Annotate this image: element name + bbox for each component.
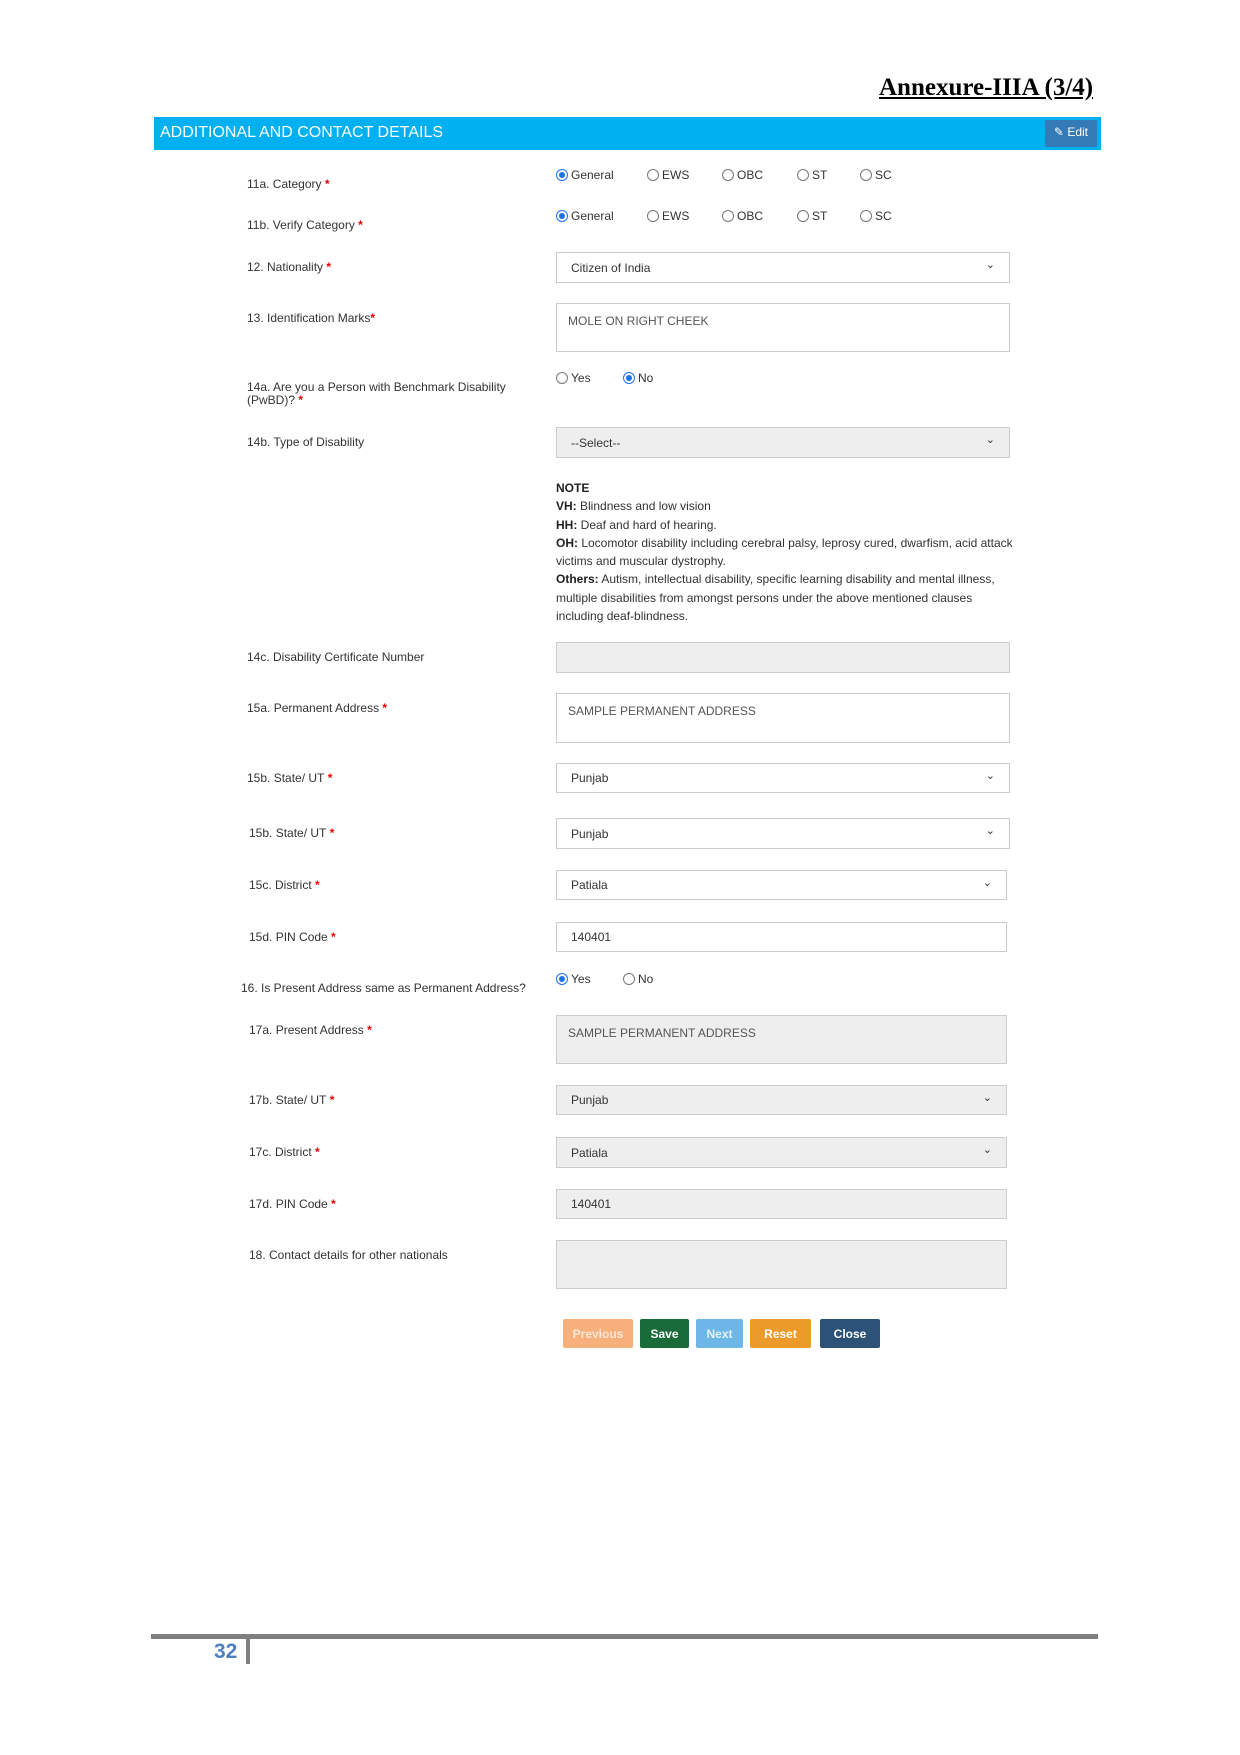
label-text: 14b. Type of Disability [247, 435, 365, 449]
chevron-down-icon: ⌄ [982, 1091, 992, 1104]
edit-label: Edit [1067, 125, 1088, 139]
pwbd-label [247, 381, 527, 407]
radio-label: Yes [571, 972, 591, 986]
required-asterisk: * [326, 1093, 335, 1107]
chevron-down-icon: ⌄ [985, 259, 995, 271]
page-number: 32 [214, 1640, 238, 1663]
note-title: NOTE [556, 481, 590, 495]
radio-label: ST [812, 168, 828, 182]
radio-option-obc[interactable] [722, 168, 797, 182]
pstate2-label [249, 827, 529, 840]
label-text: 14c. Disability Certificate Number [247, 650, 425, 664]
label-text: 12. Nationality [247, 260, 324, 274]
label-text: 18. Contact details for other nationals [249, 1248, 448, 1262]
other-label [249, 1249, 529, 1262]
radio-label: EWS [662, 168, 690, 182]
page-number-bar [246, 1639, 250, 1664]
same-label [241, 982, 541, 995]
radio-label: No [638, 371, 654, 385]
radio-circle[interactable] [556, 372, 568, 384]
paddr-label [247, 702, 527, 715]
field-value: SAMPLE PERMANENT ADDRESS [568, 704, 756, 718]
radio-option-st[interactable] [797, 209, 860, 223]
field-value: Patiala [571, 878, 608, 892]
note-key: VH: [556, 499, 577, 514]
chevron-down-icon: ⌄ [985, 434, 995, 446]
field-value: --Select-- [571, 435, 621, 450]
radio-option-obc[interactable] [722, 209, 797, 223]
radio-label: General [571, 168, 614, 182]
required-asterisk: * [324, 771, 333, 785]
required-asterisk: * [321, 177, 330, 191]
radio-option-no[interactable] [623, 972, 690, 986]
nationality-select[interactable] [556, 252, 1010, 283]
radio-label: No [638, 972, 654, 986]
required-asterisk: * [326, 826, 335, 840]
chevron-down-icon: ⌄ [982, 1144, 992, 1156]
field-value: Punjab [571, 771, 609, 785]
pwbd-radio-group [556, 371, 690, 385]
radio-label: SC [875, 209, 892, 223]
pdist-label [249, 879, 529, 892]
same-radio-group [556, 972, 690, 986]
field-value: 140401 [571, 930, 612, 944]
pstate1-select[interactable] [556, 763, 1010, 793]
radio-option-sc[interactable] [860, 168, 923, 182]
radio-circle[interactable] [860, 169, 872, 181]
radio-option-yes[interactable] [556, 371, 623, 385]
note-text: Locomotor disability including cerebral palsy, leprosy cured, dwarfism, acid attack victims and muscular dystrophy. [556, 535, 1013, 569]
radio-circle[interactable] [797, 169, 809, 181]
prdist-label [249, 1146, 529, 1159]
required-asterisk: * [295, 393, 304, 407]
cert-label [247, 651, 527, 664]
pstate2-select[interactable] [556, 818, 1010, 849]
note-text: Autism, intellectual disability, specific learning disability and mental illness, multiple disabilities from amongst persons under the above mentioned clauses including deaf-blindness. [556, 572, 995, 624]
chevron-down-icon: ⌄ [985, 825, 995, 837]
marks-label [247, 312, 527, 325]
label-text: 17a. Present Address [249, 1023, 364, 1037]
radio-label: ST [812, 209, 828, 223]
radio-circle[interactable] [556, 169, 568, 181]
radio-circle[interactable] [722, 210, 734, 222]
footer-rule [151, 1634, 1098, 1639]
required-asterisk: * [354, 218, 363, 232]
cat-label [247, 178, 527, 191]
label-text: 11b. Verify Category [247, 218, 355, 232]
dtype-select[interactable] [556, 427, 1010, 458]
next-button[interactable]: Next [696, 1319, 743, 1348]
cert-input[interactable] [556, 642, 1010, 673]
label-text: 17d. PIN Code [249, 1197, 328, 1211]
label-text: 15b. State/ UT [249, 826, 327, 840]
marks-textarea[interactable] [556, 303, 1010, 352]
required-asterisk: * [311, 878, 320, 892]
required-asterisk: * [379, 701, 388, 715]
label-text: 11a. Category [247, 177, 322, 191]
prstate-label [249, 1094, 529, 1107]
section-title: ADDITIONAL AND CONTACT DETAILS [160, 124, 444, 141]
field-value: MOLE ON RIGHT CHEEK [568, 314, 709, 328]
reset-button[interactable]: Reset [750, 1319, 811, 1348]
label-text: 17c. District [249, 1145, 312, 1159]
field-value: Punjab [571, 1093, 609, 1107]
radio-option-general[interactable] [556, 209, 647, 223]
prdist-select[interactable] [556, 1137, 1007, 1168]
label-text: 16. Is Present Address same as Permanent Address? [241, 981, 526, 995]
prpin-label [249, 1198, 529, 1211]
edit-button[interactable] [1045, 120, 1097, 147]
prpin-input[interactable] [556, 1189, 1007, 1219]
ppin-input[interactable] [556, 922, 1007, 952]
radio-option-sc[interactable] [860, 209, 923, 223]
note-key: Others: [556, 572, 599, 587]
praddr-label [249, 1024, 529, 1037]
radio-label: Yes [571, 371, 591, 385]
form-buttons [563, 1319, 880, 1348]
chevron-down-icon: ⌄ [985, 769, 995, 782]
praddr-textarea[interactable] [556, 1015, 1007, 1064]
radio-label: OBC [737, 168, 764, 182]
disability-note [556, 479, 1016, 625]
save-button[interactable]: Save [640, 1319, 689, 1348]
radio-circle[interactable] [623, 973, 635, 985]
other-textarea[interactable] [556, 1240, 1007, 1289]
field-value: Citizen of India [571, 260, 651, 275]
note-text: Deaf and hard of hearing. [577, 517, 717, 532]
radio-circle[interactable] [556, 973, 568, 985]
required-asterisk: * [327, 930, 336, 944]
radio-option-st[interactable] [797, 168, 860, 182]
field-value: SAMPLE PERMANENT ADDRESS [568, 1026, 756, 1040]
prstate-select[interactable] [556, 1085, 1007, 1115]
previous-button[interactable]: Previous [563, 1319, 633, 1348]
required-asterisk: * [311, 1145, 320, 1159]
radio-option-ews[interactable] [647, 168, 722, 182]
radio-option-no[interactable] [623, 371, 690, 385]
note-key: OH: [556, 535, 578, 550]
field-value: 140401 [571, 1197, 612, 1211]
label-text: 15d. PIN Code [249, 930, 328, 944]
required-asterisk: * [327, 1197, 336, 1211]
required-asterisk: * [363, 1023, 372, 1037]
radio-circle[interactable] [722, 169, 734, 181]
vcat-label [247, 219, 527, 232]
pstate1-label [247, 772, 527, 785]
label-text: 14a. Are you a Person with Benchmark Disability (PwBD)? [247, 380, 506, 407]
radio-circle[interactable] [647, 169, 659, 181]
field-value: Patiala [571, 1145, 608, 1160]
radio-circle[interactable] [860, 210, 872, 222]
radio-circle[interactable] [797, 210, 809, 222]
radio-label: General [571, 209, 614, 223]
radio-circle[interactable] [647, 210, 659, 222]
label-text: 17b. State/ UT [249, 1093, 327, 1107]
label-text: 15b. State/ UT [247, 771, 325, 785]
radio-label: OBC [737, 209, 764, 223]
section-header [154, 117, 1101, 150]
dtype-label [247, 436, 527, 449]
label-text: 15c. District [249, 878, 312, 892]
edit-icon: ✎ [1053, 125, 1064, 139]
required-asterisk: * [323, 260, 332, 274]
ppin-label [249, 931, 529, 944]
close-button[interactable]: Close [820, 1319, 880, 1348]
annexure-title: Annexure-IIIA (3/4) [879, 74, 1094, 101]
nationality-label [247, 261, 527, 274]
label-text: 13. Identification Marks [247, 311, 371, 325]
cat-radio-group [556, 168, 923, 182]
radio-label: SC [875, 168, 892, 182]
note-text: Blindness and low vision [576, 499, 711, 514]
pdist-select[interactable] [556, 870, 1007, 900]
vcat-radio-group [556, 209, 923, 223]
radio-option-general[interactable] [556, 168, 647, 182]
field-value: Punjab [571, 826, 609, 841]
label-text: 15a. Permanent Address [247, 701, 380, 715]
paddr-textarea[interactable] [556, 693, 1010, 743]
radio-circle[interactable] [556, 210, 568, 222]
note-key: HH: [556, 517, 578, 532]
radio-option-yes[interactable] [556, 972, 623, 986]
chevron-down-icon: ⌄ [982, 876, 992, 889]
required-asterisk: * [370, 311, 376, 325]
radio-circle[interactable] [623, 372, 635, 384]
radio-label: EWS [662, 209, 690, 223]
radio-option-ews[interactable] [647, 209, 722, 223]
